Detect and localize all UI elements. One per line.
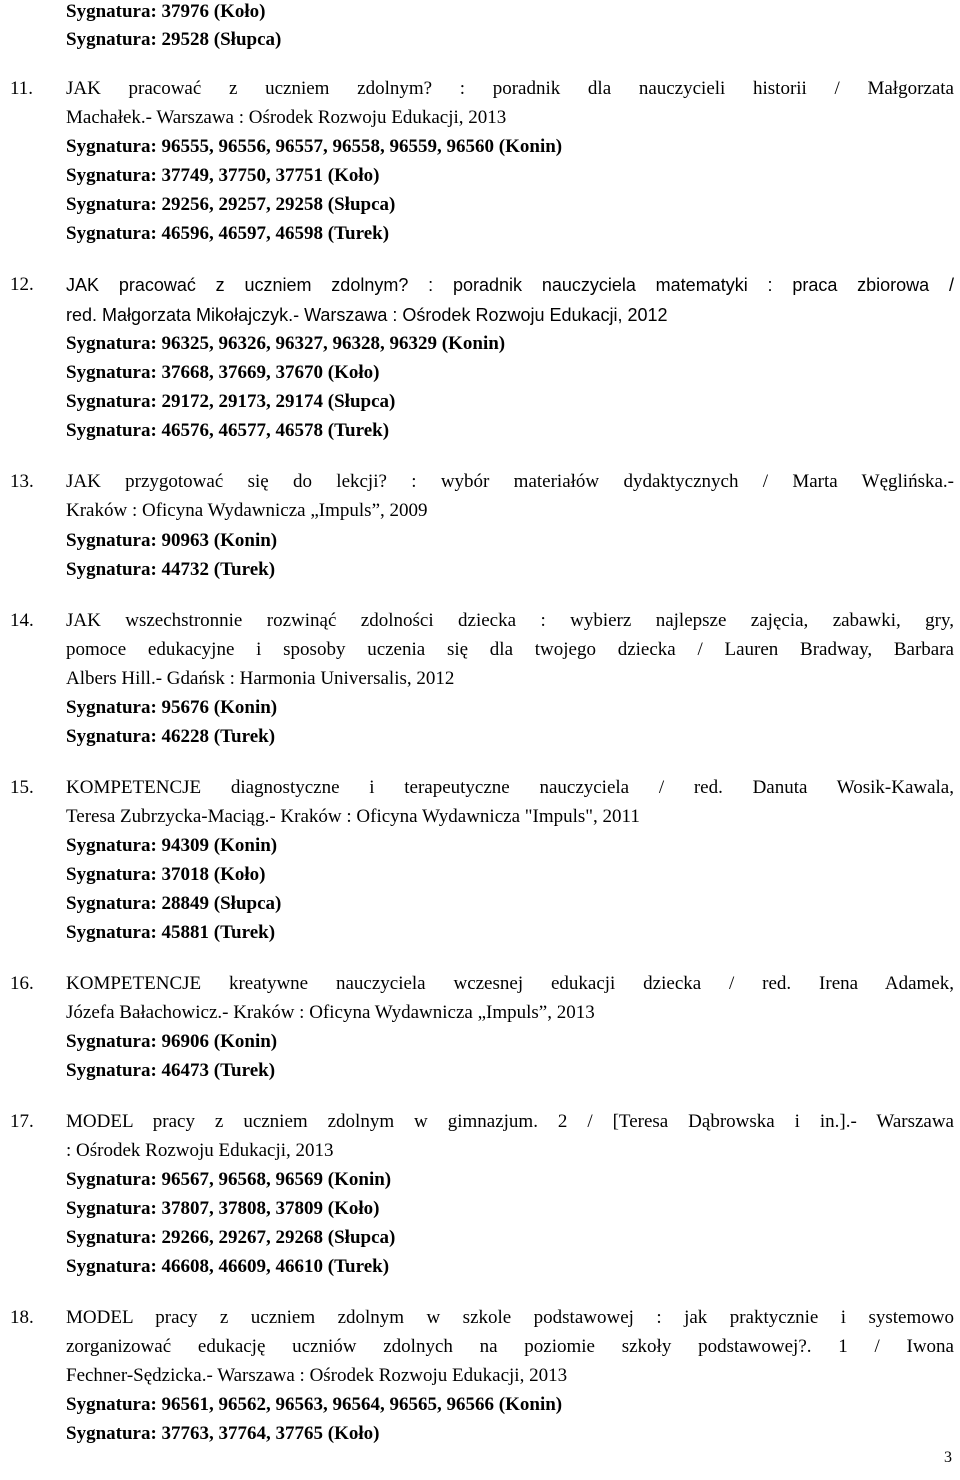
signature-line: Sygnatura: 37749, 37750, 37751 (Koło) — [66, 165, 380, 186]
entry-number: 14. — [10, 610, 34, 631]
entry-title-line: Albers Hill.- Gdańsk : Harmonia Universalis, 2012 — [66, 668, 455, 689]
signature-line: Sygnatura: 90963 (Konin) — [66, 530, 278, 551]
signature-line: Sygnatura: 29256, 29257, 29258 (Słupca) — [66, 194, 396, 215]
signature-line: Sygnatura: 37668, 37669, 37670 (Koło) — [66, 362, 380, 383]
signature-line: Sygnatura: 37976 (Koło) — [66, 1, 266, 22]
entry-number: 18. — [10, 1307, 34, 1328]
entry-title-line: Kraków : Oficyna Wydawnicza „Impuls”, 2009 — [66, 500, 428, 521]
signature-line: Sygnatura: 46576, 46577, 46578 (Turek) — [66, 420, 390, 441]
signature-line: Sygnatura: 46228 (Turek) — [66, 726, 276, 747]
signature-line: Sygnatura: 29528 (Słupca) — [66, 29, 282, 50]
signature-line: Sygnatura: 94309 (Konin) — [66, 835, 278, 856]
signature-line: Sygnatura: 44732 (Turek) — [66, 559, 276, 580]
entry-title-line: JAK przygotować się do lekcji? : wybór materiałów dydaktycznych / Marta Węglińska.- — [66, 471, 954, 492]
entry-number: 12. — [10, 274, 34, 295]
signature-line: Sygnatura: 96567, 96568, 96569 (Konin) — [66, 1169, 392, 1190]
entry-title-line: JAK pracować z uczniem zdolnym? : poradnik dla nauczycieli historii / Małgorzata — [66, 78, 954, 99]
signature-line: Sygnatura: 29172, 29173, 29174 (Słupca) — [66, 391, 396, 412]
entry-title-line: : Ośrodek Rozwoju Edukacji, 2013 — [66, 1140, 334, 1161]
entry-title-line: pomoce edukacyjne i sposoby uczenia się dla twojego dziecka / Lauren Bradway, Barbara — [66, 639, 954, 660]
entry-title-line: MODEL pracy z uczniem zdolnym w szkole podstawowej : jak praktycznie i systemowo — [66, 1307, 954, 1328]
entry-title-line: zorganizować edukację uczniów zdolnych na poziomie szkoły podstawowej?. 1 / Iwona — [66, 1336, 954, 1357]
entry-title-line: JAK wszechstronnie rozwinąć zdolności dziecka : wybierz najlepsze zajęcia, zabawki, gry, — [66, 610, 954, 631]
entry-number: 11. — [10, 78, 34, 99]
entry-title-line: KOMPETENCJE kreatywne nauczyciela wczesnej edukacji dziecka / red. Irena Adamek, — [66, 973, 954, 994]
signature-line: Sygnatura: 96325, 96326, 96327, 96328, 96329 (Konin) — [66, 333, 506, 354]
entry-title-line: red. Małgorzata Mikołajczyk.- Warszawa : Ośrodek Rozwoju Edukacji, 2012 — [66, 305, 668, 325]
page-number: 3 — [944, 1449, 952, 1466]
signature-line: Sygnatura: 37807, 37808, 37809 (Koło) — [66, 1198, 380, 1219]
signature-line: Sygnatura: 96561, 96562, 96563, 96564, 96565, 96566 (Konin) — [66, 1394, 563, 1415]
signature-line: Sygnatura: 29266, 29267, 29268 (Słupca) — [66, 1227, 396, 1248]
signature-line: Sygnatura: 95676 (Konin) — [66, 697, 278, 718]
signature-line: Sygnatura: 46608, 46609, 46610 (Turek) — [66, 1256, 390, 1277]
entry-title-line: Machałek.- Warszawa : Ośrodek Rozwoju Edukacji, 2013 — [66, 107, 507, 128]
entry-title-line: Józefa Bałachowicz.- Kraków : Oficyna Wydawnicza „Impuls”, 2013 — [66, 1002, 595, 1023]
entry-number: 15. — [10, 777, 34, 798]
entry-number: 13. — [10, 471, 34, 492]
signature-line: Sygnatura: 37763, 37764, 37765 (Koło) — [66, 1423, 380, 1444]
entry-title-line: MODEL pracy z uczniem zdolnym w gimnazjum. 2 / [Teresa Dąbrowska i in.].- Warszawa — [66, 1111, 954, 1132]
signature-line: Sygnatura: 46596, 46597, 46598 (Turek) — [66, 223, 390, 244]
entry-title-line: Teresa Zubrzycka-Maciąg.- Kraków : Oficyna Wydawnicza "Impuls", 2011 — [66, 806, 640, 827]
signature-line: Sygnatura: 96555, 96556, 96557, 96558, 96559, 96560 (Konin) — [66, 136, 563, 157]
entry-number: 16. — [10, 973, 34, 994]
signature-line: Sygnatura: 28849 (Słupca) — [66, 893, 282, 914]
entry-number: 17. — [10, 1111, 34, 1132]
signature-line: Sygnatura: 45881 (Turek) — [66, 922, 276, 943]
signature-line: Sygnatura: 96906 (Konin) — [66, 1031, 278, 1052]
entry-title-line: KOMPETENCJE diagnostyczne i terapeutyczne nauczyciela / red. Danuta Wosik-Kawala, — [66, 777, 954, 798]
entry-title-line: JAK pracować z uczniem zdolnym? : poradnik nauczyciela matematyki : praca zbiorowa / — [66, 275, 954, 295]
signature-line: Sygnatura: 37018 (Koło) — [66, 864, 266, 885]
entry-title-line: Fechner-Sędzicka.- Warszawa : Ośrodek Rozwoju Edukacji, 2013 — [66, 1365, 568, 1386]
signature-line: Sygnatura: 46473 (Turek) — [66, 1060, 276, 1081]
